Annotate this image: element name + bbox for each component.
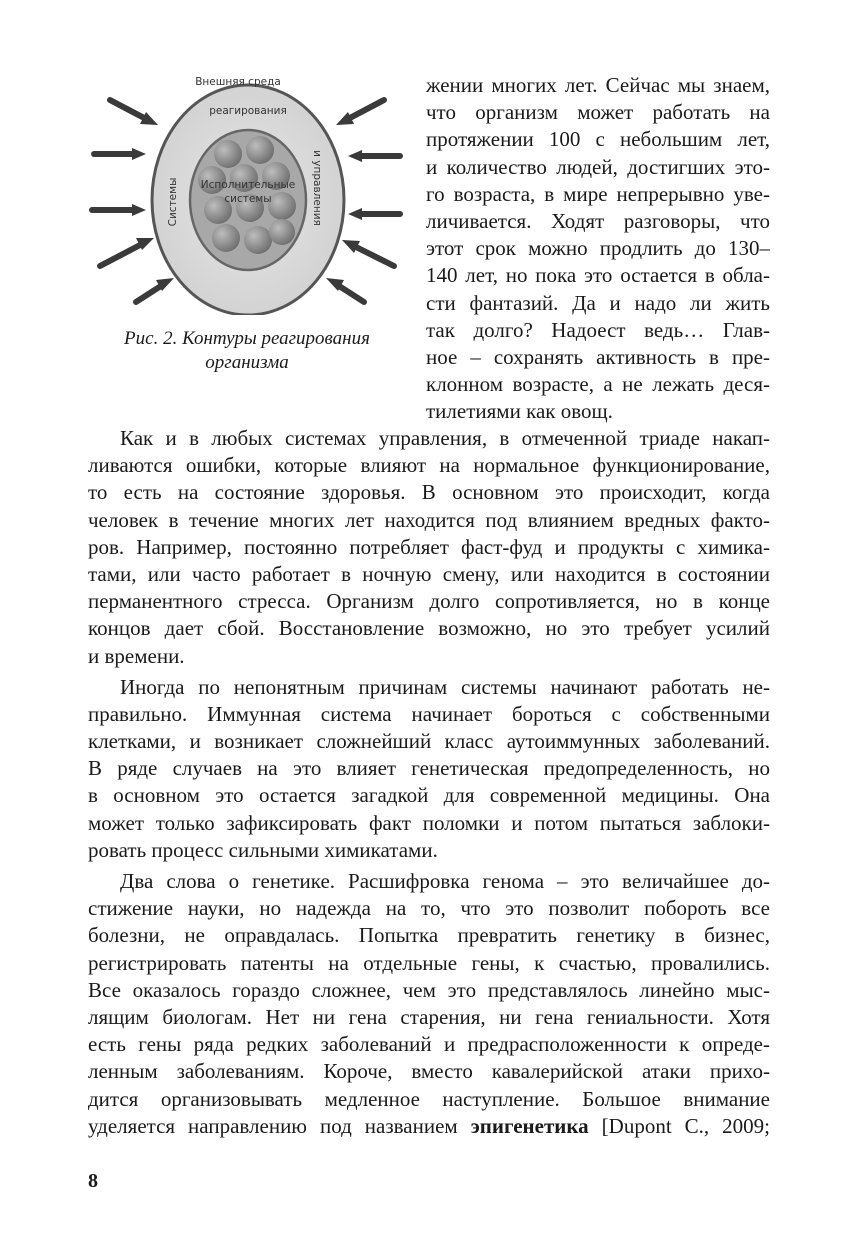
text-line: перманентного стресса. Организм долго сопротивляется, но в конце [88, 589, 770, 614]
text-line: лящим биологам. Нет ни гена старения, ни гена гениальности. Хотя [88, 1004, 770, 1029]
text-line: тами, или часто работает в ночную смену, или находится в состоянии [88, 561, 770, 586]
text-line: го возраста, в мире непрерывно уве- [426, 181, 770, 206]
text-line: и времени. [88, 643, 185, 668]
text-line: ров. Например, постоянно потребляет фаст-фуд и продукты с химика- [88, 534, 770, 559]
label-response: реагирования [209, 105, 287, 117]
paragraph-3 [88, 868, 770, 1140]
text-line: стижение науки, но надежда на то, что это позволит побороть все [88, 896, 770, 921]
text-line: болезни, не оправдалась. Попытка превратить генетику в бизнес, [88, 923, 770, 948]
figure-caption [88, 327, 406, 375]
text-run: уделяется направлению под названием [88, 1113, 471, 1138]
caption-line-1: Рис. 2. Контуры реагирования [124, 328, 370, 349]
text-line: правильно. Иммунная система начинает бороться с собственными [88, 701, 770, 726]
text-line: ливаются ошибки, которые влияют на нормальное функционирование, [88, 453, 770, 478]
text-line: концов дает сбой. Восстановление возможно, но это требует усилий [88, 616, 770, 641]
text-line: регистрировать патенты на отдельные гены, к счастью, провалились. [88, 950, 770, 975]
paragraph-2 [88, 674, 770, 864]
text-line: жении многих лет. Сейчас мы знаем, [426, 73, 770, 97]
label-systems: Системы [167, 177, 179, 227]
text-line: ровать процесс сильными химикатами. [88, 837, 438, 862]
text-line: клонном возрасте, а не лежать деся- [426, 372, 770, 397]
text-line: 140 лет, но пока это остается в обла- [426, 263, 770, 288]
text-line: тилетиями как овощ. [426, 399, 613, 424]
caption-line-2: организма [205, 352, 289, 373]
text-line: ленным заболеваниям. Короче, вместо кавалерийской атаки прихо- [88, 1059, 770, 1084]
text-line: в основном это остается загадкой для современной медицины. Она [88, 783, 770, 808]
label-and-control: и управления [311, 150, 323, 226]
text-line [88, 1113, 770, 1140]
text-line: что организм может работать на [426, 100, 770, 125]
text-line: и количество людей, достигших это- [426, 154, 770, 179]
text-line: В ряде случаев на это влияет генетическая предопределенность, но [88, 756, 770, 781]
label-external-environment: Внешняя среда [195, 76, 281, 88]
body-text [88, 425, 770, 1140]
text-run: [Dupont C., 2009; [588, 1113, 770, 1138]
response-contours-diagram [88, 70, 406, 315]
wrapped-text-column [426, 72, 770, 425]
label-executive-2: системы [224, 193, 272, 205]
text-line: то есть на состояние здоровья. В основном это происходит, когда [88, 480, 770, 505]
text-line: протяжении 100 с небольшим лет, [426, 127, 770, 152]
text-line: этот срок можно продлить до 130– [426, 236, 770, 261]
text-line: дится организовывать медленное наступление. Большое внимание [88, 1086, 770, 1111]
paragraph-1 [88, 425, 770, 670]
text-line: Все оказалось гораздо сложнее, чем это представлялось линейно мыс- [88, 977, 770, 1002]
text-line: Два слова о генетике. Расшифровка генома – это величайшее до- [120, 869, 770, 893]
figure-response-contours [88, 70, 406, 315]
text-line: человек в течение многих лет находится под влиянием вредных факто- [88, 507, 770, 532]
text-line: ное – сохранять активность в пре- [426, 344, 770, 369]
label-executive-1: Исполнительные [200, 179, 296, 191]
text-line: есть гены ряда редких заболеваний и предрасположенности к опреде- [88, 1032, 770, 1057]
term-epigenetics: эпигенетика [470, 1113, 589, 1138]
text-line: личивается. Ходят разговоры, что [426, 208, 770, 233]
text-line: сти фантазий. Да и надо ли жить [426, 290, 770, 315]
text-line: Иногда по непонятным причинам системы начинают работать не- [120, 674, 770, 699]
text-line: клетками, и возникает сложнейший класс аутоиммунных заболеваний. [88, 729, 770, 754]
text-line: так долго? Надоест ведь… Глав- [426, 317, 770, 342]
page-number: 8 [88, 1170, 98, 1192]
text-line: может только зафиксировать факт поломки и потом пытаться заблоки- [88, 810, 770, 835]
text-line: Как и в любых системах управления, в отмеченной триаде накап- [120, 426, 770, 450]
